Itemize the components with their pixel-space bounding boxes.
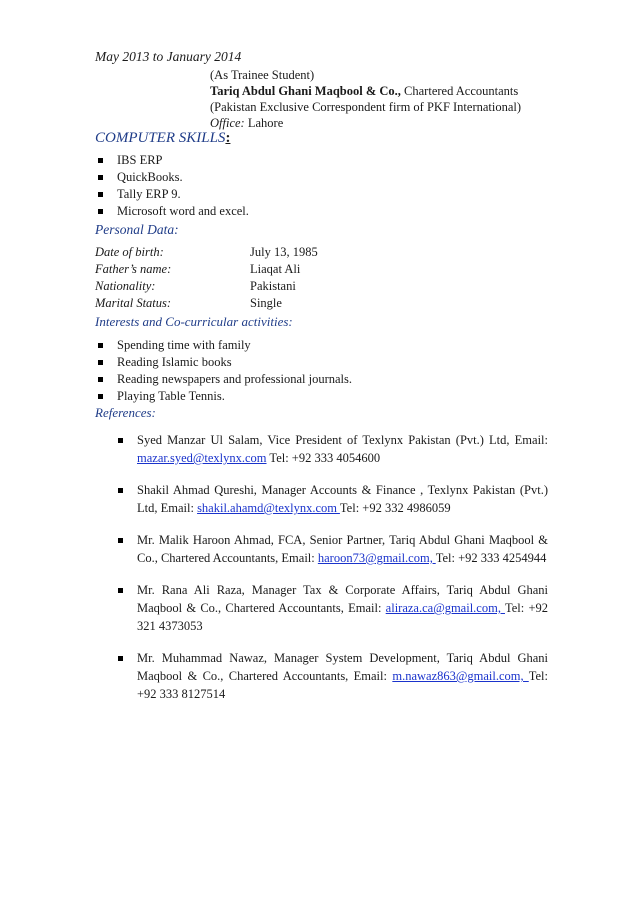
interests-heading: Interests and Co-curricular activities:	[95, 314, 293, 329]
list-item	[95, 152, 249, 169]
reference-text: Mr. Muhammad Nawaz, Manager System Development, Tariq Abdul Ghani Maqbool & Co., Chartered Accountants, Email:	[137, 651, 548, 683]
references-heading: References:	[95, 405, 156, 420]
reference-email-link[interactable]: shakil.ahamd@texlynx.com	[197, 501, 340, 515]
personal-label: Father’s name:	[95, 262, 172, 276]
personal-value: Single	[250, 296, 282, 310]
reference-email-link[interactable]: aliraza.ca@gmail.com,	[385, 601, 505, 615]
square-bullet-icon	[118, 588, 123, 593]
list-item	[95, 186, 249, 203]
square-bullet-icon	[98, 158, 103, 163]
square-bullet-icon	[98, 192, 103, 197]
office-label: Office:	[210, 116, 245, 130]
reference-item	[118, 431, 548, 467]
square-bullet-icon	[98, 209, 103, 214]
reference-phone: Tel: +92 333 8127514	[137, 669, 549, 701]
interest-text: Reading Islamic books	[117, 355, 232, 369]
reference-item	[118, 531, 548, 567]
reference-text: Mr. Malik Haroon Ahmad, FCA, Senior Partner, Tariq Abdul Ghani Maqbool & Co., Chartered Accountants, Email:	[137, 533, 548, 565]
reference-item	[118, 581, 548, 635]
experience-period: May 2013 to January 2014	[95, 49, 242, 64]
interest-text: Playing Table Tennis.	[117, 389, 225, 403]
list-item	[95, 388, 352, 405]
personal-data-heading: Personal Data:	[95, 222, 179, 237]
reference-email-link[interactable]: mazar.syed@texlynx.com	[137, 451, 267, 465]
square-bullet-icon	[98, 175, 103, 180]
list-item	[95, 371, 352, 388]
interest-text: Reading newspapers and professional journals.	[117, 372, 353, 386]
square-bullet-icon	[118, 488, 123, 493]
computer-skills-heading	[95, 130, 230, 147]
table-row	[95, 278, 318, 295]
reference-item	[118, 481, 548, 517]
experience-details	[210, 67, 521, 131]
skill-text: Microsoft word and excel.	[117, 204, 249, 218]
list-item	[95, 203, 249, 220]
reference-email-link[interactable]: m.nawaz863@gmail.com,	[392, 669, 529, 683]
personal-label: Date of birth:	[95, 245, 164, 259]
experience-firm-note: (Pakistan Exclusive Correspondent firm of PKF International)	[210, 100, 522, 114]
reference-email-link[interactable]: haroon73@gmail.com,	[317, 551, 436, 565]
list-item	[95, 354, 352, 371]
reference-text: Shakil Ahmad Qureshi, Manager Accounts & Finance , Texlynx Pakistan (Pvt.) Ltd, Email:	[137, 483, 548, 515]
square-bullet-icon	[118, 538, 123, 543]
square-bullet-icon	[98, 394, 103, 399]
interest-text: Spending time with family	[117, 338, 251, 352]
square-bullet-icon	[98, 360, 103, 365]
experience-office	[210, 115, 521, 131]
personal-data-table	[95, 244, 318, 312]
interests-list	[95, 337, 352, 405]
square-bullet-icon	[118, 438, 123, 443]
reference-item	[118, 649, 548, 703]
personal-label: Nationality:	[95, 279, 156, 293]
reference-phone: Tel: +92 321 4373053	[137, 601, 549, 633]
table-row	[95, 244, 318, 261]
personal-value: July 13, 1985	[250, 245, 318, 259]
list-item	[95, 337, 352, 354]
experience-firm: Tariq Abdul Ghani Maqbool & Co.,	[210, 84, 401, 98]
office-value: Lahore	[244, 116, 284, 130]
reference-phone: Tel: +92 333 4254944	[435, 551, 547, 565]
experience-role: (As Trainee Student)	[210, 68, 315, 82]
skill-text: Tally ERP 9.	[117, 187, 181, 201]
personal-label: Marital Status:	[95, 296, 172, 310]
reference-phone: Tel: +92 333 4054600	[266, 451, 381, 465]
list-item	[95, 169, 249, 186]
computer-skills-heading-colon: :	[225, 130, 231, 146]
table-row	[95, 295, 318, 312]
computer-skills-heading-text: COMPUTER SKILLS	[95, 130, 226, 146]
square-bullet-icon	[98, 377, 103, 382]
square-bullet-icon	[98, 343, 103, 348]
references-list	[118, 431, 548, 717]
reference-text: Mr. Rana Ali Raza, Manager Tax & Corporate Affairs, Tariq Abdul Ghani Maqbool & Co., Chartered Accountants, Email:	[137, 583, 548, 615]
experience-firm-suffix: Chartered Accountants	[400, 84, 519, 98]
square-bullet-icon	[118, 656, 123, 661]
table-row	[95, 261, 318, 278]
skill-text: IBS ERP	[117, 153, 163, 167]
personal-value: Pakistani	[250, 279, 296, 293]
reference-phone: Tel: +92 332 4986059	[339, 501, 451, 515]
computer-skills-list	[95, 152, 249, 220]
personal-value: Liaqat Ali	[250, 262, 301, 276]
skill-text: QuickBooks.	[117, 170, 183, 184]
reference-text: Syed Manzar Ul Salam, Vice President of Texlynx Pakistan (Pvt.) Ltd, Email:	[137, 433, 548, 447]
experience-firm-line	[210, 83, 521, 99]
